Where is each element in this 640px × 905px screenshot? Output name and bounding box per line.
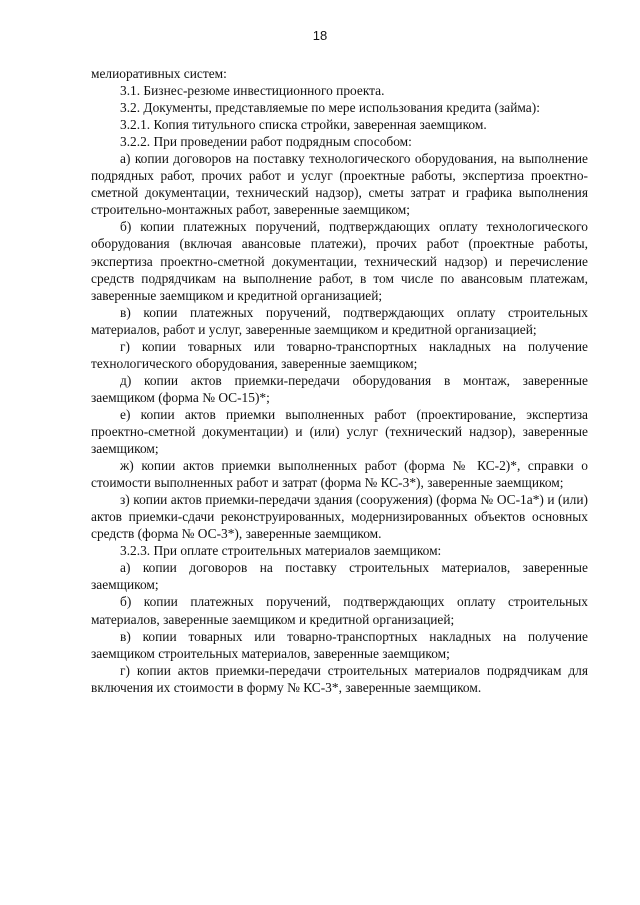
list-item-b-2: б) копии платежных поручений, подтверждающих оплату строительных материалов, заверенные заемщиком и кредитной организацией; [91, 594, 588, 627]
paragraph-continuation: мелиоративных систем: [91, 66, 227, 81]
paragraph-3-2: 3.2. Документы, представляемые по мере использования кредита (займа): [120, 100, 540, 116]
paragraph-3-1: 3.1. Бизнес-резюме инвестиционного проекта. [120, 83, 385, 99]
list-item-zh: ж) копии актов приемки выполненных работ (форма № КС-2)*, справки о стоимости выполненных работ и затрат (форма № КС-3*), заверенные заемщиком; [91, 458, 588, 491]
list-item-g: г) копии товарных или товарно-транспортных накладных на получение технологического оборудования, заверенные заемщиком; [91, 338, 588, 371]
paragraph-3-2-3: 3.2.3. При оплате строительных материалов заемщиком: [120, 543, 442, 559]
list-item-e: е) копии актов приемки выполненных работ (проектирование, экспертиза проектно-сметной документации) и (или) услуг (технический надзор), заверенные заемщиком; [91, 406, 588, 457]
list-item-a: а) копии договоров на поставку технологического оборудования, на выполнение подрядных работ, прочих работ и услуг (проектные работы, экспертиза проектно-сметной документации, технический надзор), сметы затрат и графика выполнения строительно-монтажных работ, заверенные заемщиком; [91, 151, 588, 218]
list-item-g-2: г) копии актов приемки-передачи строительных материалов подрядчикам для включения их стоимости в форму № КС-3*, заверенные заемщиком. [91, 662, 588, 695]
list-item-d: д) копии актов приемки-передачи оборудования в монтаж, заверенные заемщиком (форма № ОС-15)*; [91, 372, 588, 405]
paragraph-3-2-1: 3.2.1. Копия титульного списка стройки, заверенная заемщиком. [120, 117, 487, 133]
page-number: 18 [312, 28, 328, 43]
document-body [91, 65, 588, 696]
list-item-b: б) копии платежных поручений, подтверждающих оплату технологического оборудования (включая авансовые платежи), прочих работ (проектные работы, экспертиза проектно-сметной документации, технический надзор) и перечисление средств подрядчикам на выполнение работ, в том числе по авансовым платежам, заверенные заемщиком и кредитной организацией; [91, 219, 588, 303]
list-item-v-2: в) копии товарных или товарно-транспортных накладных на получение заемщиком строительных материалов, заверенные заемщиком; [91, 628, 588, 661]
list-item-z: з) копии актов приемки-передачи здания (сооружения) (форма № ОС-1а*) и (или) актов приемки-сдачи реконструированных, модернизированных объектов основных средств (форма № ОС-3*), заверенные заемщиком. [91, 492, 588, 542]
list-item-a-2: а) копии договоров на поставку строительных материалов, заверенные заемщиком; [91, 560, 588, 593]
paragraph-3-2-2: 3.2.2. При проведении работ подрядным способом: [120, 134, 412, 150]
list-item-v: в) копии платежных поручений, подтверждающих оплату строительных материалов, работ и услуг, заверенные заемщиком и кредитной организацией; [91, 304, 588, 337]
